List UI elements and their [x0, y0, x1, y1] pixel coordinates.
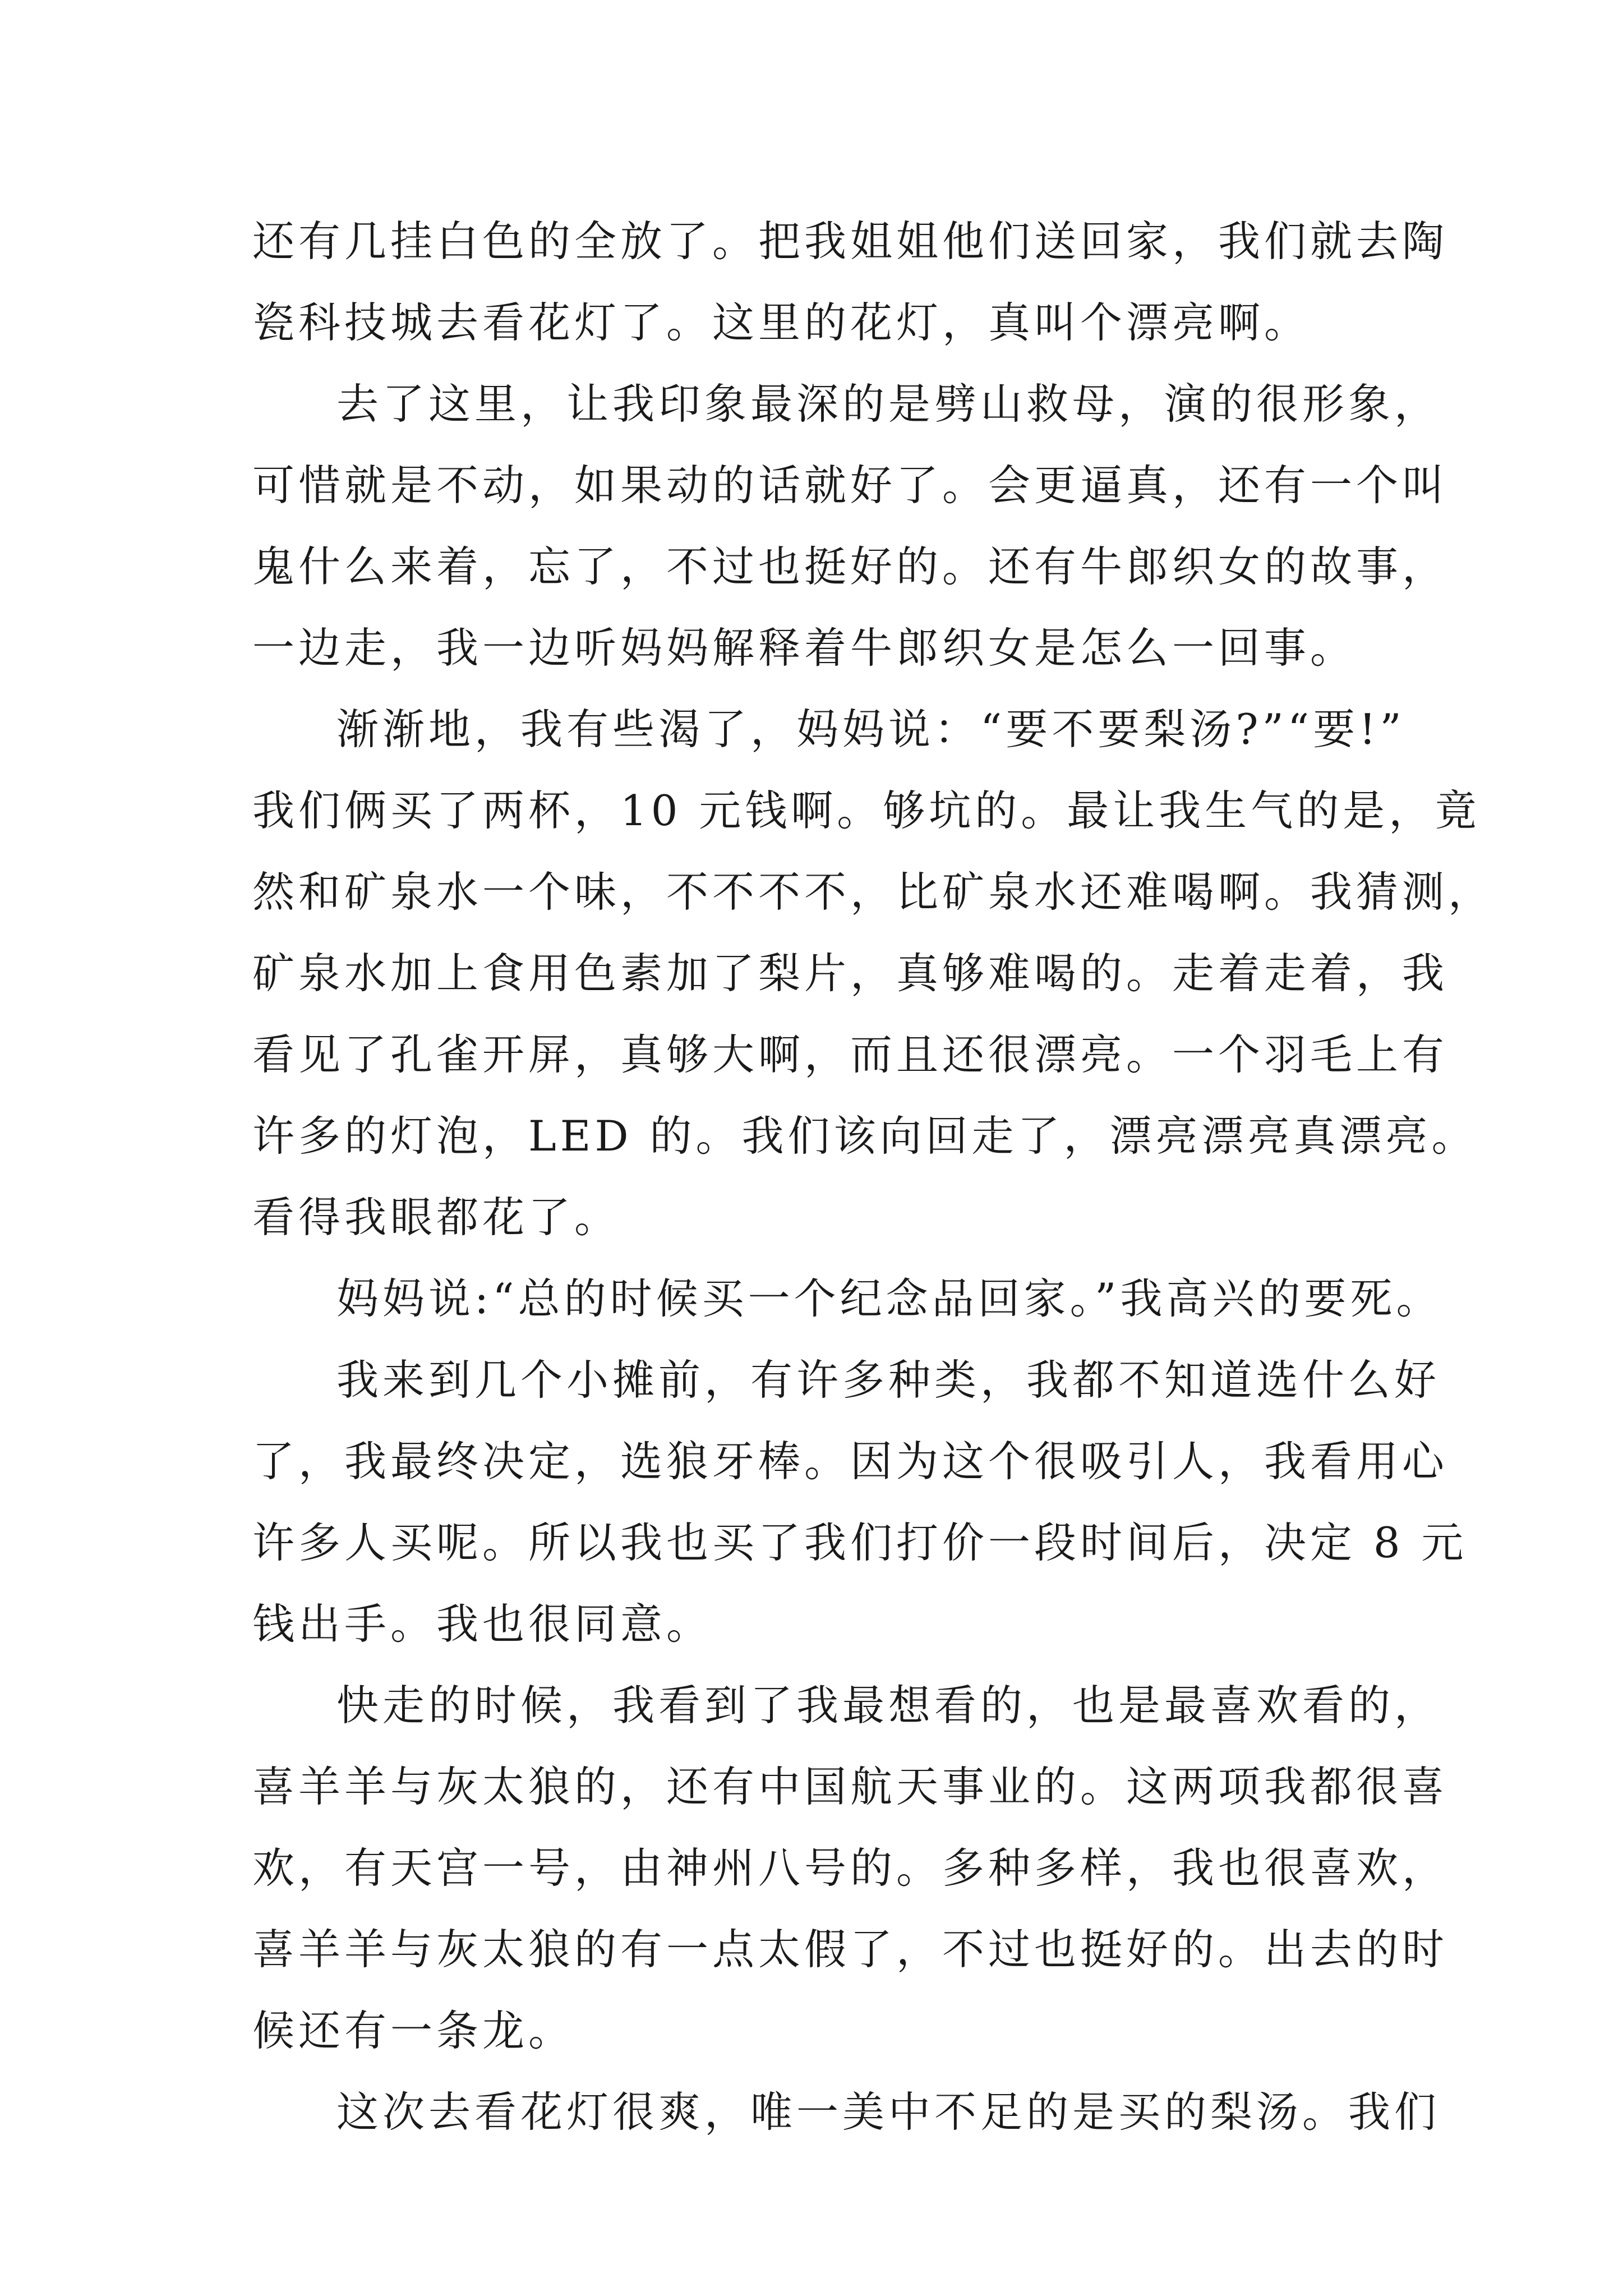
text-line: 鬼什么来着，忘了，不过也挺好的。还有牛郎织女的故事，: [252, 542, 1449, 591]
text-line: 看见了孔雀开屏，真够大啊，而且还很漂亮。一个羽毛上有: [252, 1030, 1449, 1079]
text-line: 还有几挂白色的全放了。把我姐姐他们送回家，我们就去陶: [252, 217, 1449, 266]
text-line: 钱出手。我也很同意。: [252, 1599, 713, 1649]
paragraph-first-line: 去了这里，让我印象最深的是劈山救母，演的很形象，: [336, 379, 1441, 429]
text-line: 然和矿泉水一个味，不不不不，比矿泉水还难喝啊。我猜测，: [252, 867, 1495, 917]
text-line: 矿泉水加上食用色素加了梨片，真够难喝的。走着走着，我: [252, 949, 1449, 998]
text-line: 看得我眼都花了。: [252, 1193, 621, 1242]
text-line: 可惜就是不动，如果动的话就好了。会更逼真，还有一个叫: [252, 461, 1449, 510]
text-line: 候还有一条龙。: [252, 2006, 575, 2055]
paragraph-first-line: 妈妈说:“总的时候买一个纪念品回家。”我高兴的要死。: [336, 1274, 1442, 1323]
paragraph-first-line: 这次去看花灯很爽，唯一美中不足的是买的梨汤。我们: [336, 2087, 1441, 2137]
text-line: 我们俩买了两杯，10 元钱啊。够坑的。最让我生气的是，竟: [252, 786, 1481, 835]
text-line: 许多人买呢。所以我也买了我们打价一段时间后，决定 8 元: [252, 1518, 1468, 1567]
text-line: 了，我最终决定，选狼牙棒。因为这个很吸引人，我看用心: [252, 1437, 1449, 1486]
text-line: 许多的灯泡，LED 的。我们该向回走了，漂亮漂亮真漂亮。: [252, 1111, 1478, 1161]
paragraph-first-line: 渐渐地，我有些渴了，妈妈说：“要不要梨汤?”“要!”: [336, 705, 1405, 754]
text-line: 喜羊羊与灰太狼的，还有中国航天事业的。这两项我都很喜: [252, 1762, 1449, 1811]
text-line: 一边走，我一边听妈妈解释着牛郎织女是怎么一回事。: [252, 623, 1357, 673]
text-line: 瓷科技城去看花灯了。这里的花灯，真叫个漂亮啊。: [252, 298, 1311, 347]
paragraph-first-line: 快走的时候，我看到了我最想看的，也是最喜欢看的，: [336, 1681, 1441, 1730]
paragraph-first-line: 我来到几个小摊前，有许多种类，我都不知道选什么好: [336, 1355, 1441, 1405]
text-line: 喜羊羊与灰太狼的有一点太假了，不过也挺好的。出去的时: [252, 1925, 1449, 1974]
text-line: 欢，有天宫一号，由神州八号的。多种多样，我也很喜欢，: [252, 1843, 1449, 1893]
